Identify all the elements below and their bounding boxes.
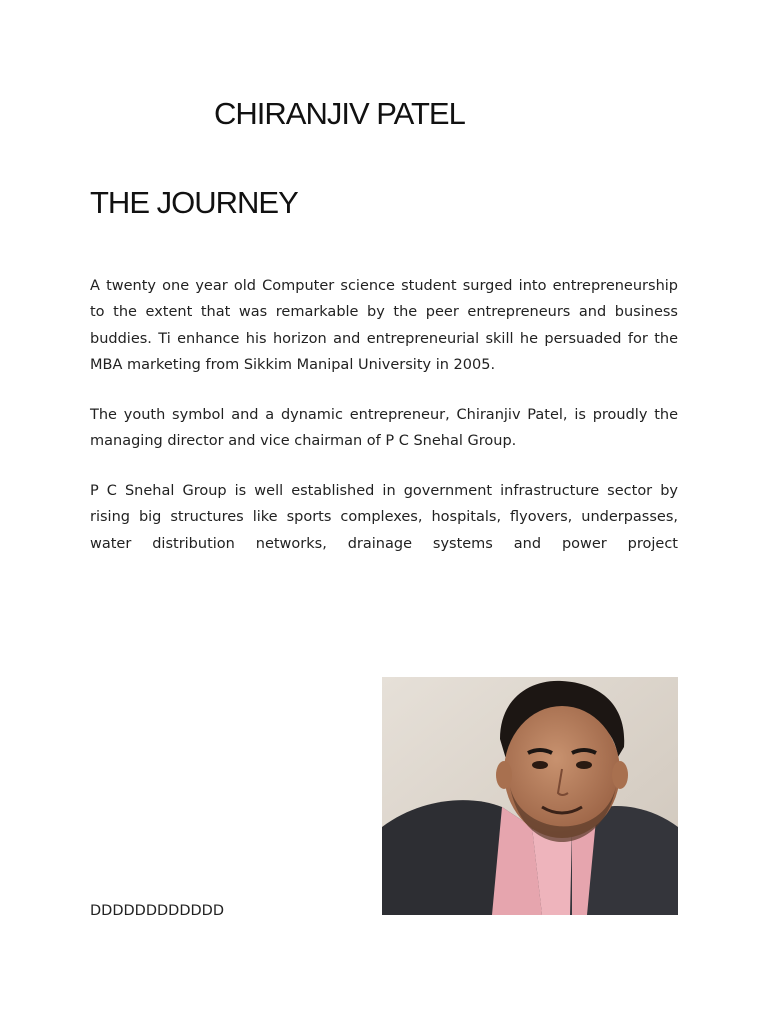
paragraph-role: The youth symbol and a dynamic entrepreneur, Chiranjiv Patel, is proudly the managing director and vice chairman of P C Snehal Group.	[90, 407, 678, 450]
page-title: CHIRANJIV PATEL	[214, 96, 465, 131]
paragraph-company: P C Snehal Group is well established in government infrastructure sector by rising big structures like sports complexes, hospitals, flyovers, underpasses, water distribution networks, drainage systems and power project	[90, 483, 678, 552]
footer-note: DDDDDDDDDDDD	[90, 903, 224, 919]
paragraph-intro: A twenty one year old Computer science student surged into entrepreneurship to the extent that was remarkable by the peer entrepreneurs and business buddies. Ti enhance his horizon and entrepreneurial skill he persuaded for the MBA marketing from Sikkim Manipal University in 2005.	[90, 278, 678, 373]
section-heading: THE JOURNEY	[90, 185, 298, 220]
portrait-photo	[382, 677, 678, 915]
